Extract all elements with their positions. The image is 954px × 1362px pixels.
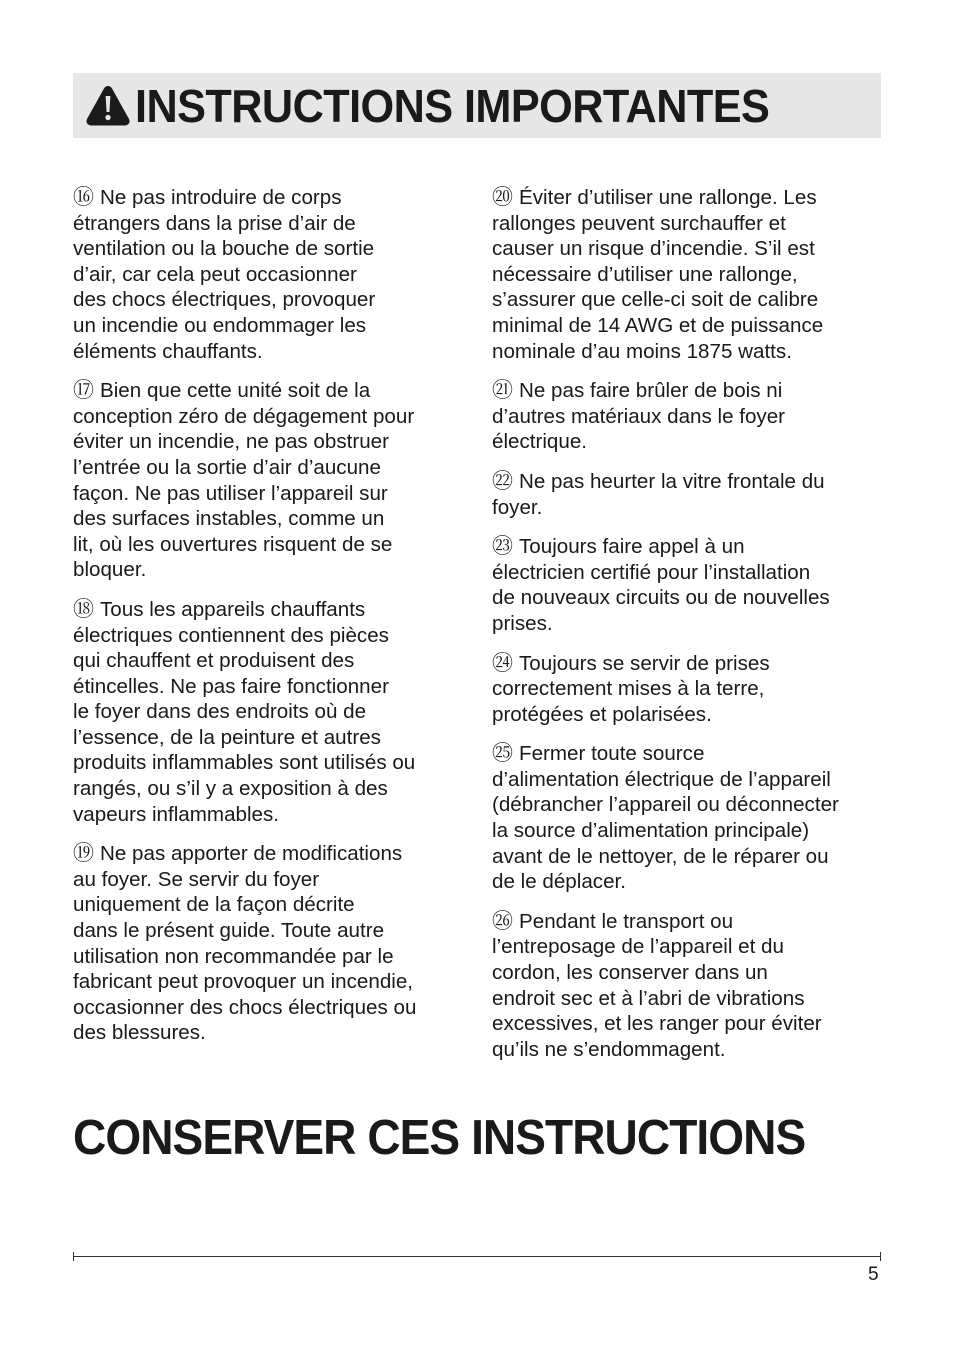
divider-tick-left (73, 1252, 74, 1261)
header-banner (73, 73, 881, 138)
list-item (492, 469, 884, 520)
list-item (73, 841, 463, 1046)
item-number: ⑱ (73, 597, 94, 621)
item-text: Ne pas apporter de modifications au foyer. Se servir du foyer uniquement de la façon décrite dans le présent guide. Toute autre utilisation non recommandée par le fabricant peut provoquer un incendie, occasionner des chocs électriques ou des blessures. (73, 842, 417, 1045)
item-text: Tous les appareils chauffants électriques contiennent des pièces qui chauffent et produisent des étincelles. Ne pas faire fonctionner le foyer dans des endroits où de l’essence, de la peinture et autres produits inflammables sont utilisés ou rangés, ou s’il y a exposition à des vapeurs inflammables. (73, 597, 416, 826)
right-column (492, 185, 884, 1076)
footer-title: CONSERVER CES INSTRUCTIONS (73, 1111, 806, 1165)
list-item (73, 185, 463, 364)
page-number: 5 (868, 1264, 879, 1285)
page-title: INSTRUCTIONS IMPORTANTES (135, 79, 770, 132)
item-text: Éviter d’utiliser une rallonge. Les rallonges peuvent surchauffer et causer un risque d’incendie. S’il est nécessaire d’utiliser une rallonge, s’assurer que celle-ci soit de calibre minimal de 14 AWG et de puissance nominale d’au moins 1875 watts. (492, 186, 824, 363)
item-number: ㉒ (492, 469, 513, 493)
list-item (492, 741, 884, 895)
item-number: ⑯ (73, 186, 94, 209)
item-text: Ne pas faire brûler de bois ni d’autres matériaux dans le foyer électrique. (492, 379, 786, 454)
warning-triangle-icon (83, 81, 133, 131)
item-text: Ne pas introduire de corps étrangers dans la prise d’air de ventilation ou la bouche de sortie d’air, car cela peut occasionner des chocs électriques, provoquer un incendie ou endommager les éléments chauffants. (73, 186, 376, 363)
item-text: Fermer toute source d’alimentation électrique de l’appareil (débrancher l’appareil ou déconnecter la source d’alimentation principale) avant de le nettoyer, de le réparer ou de le déplacer. (492, 742, 839, 894)
footer-divider (73, 1256, 881, 1257)
item-number: ㉔ (492, 651, 513, 675)
left-column (73, 185, 463, 1060)
item-number: ⑳ (492, 186, 513, 209)
list-item (492, 909, 884, 1063)
item-text: Toujours faire appel à un électricien certifié pour l’installation de nouveaux circuits ou de nouvelles prises. (492, 535, 830, 635)
item-text: Ne pas heurter la vitre frontale du foyer. (492, 469, 825, 519)
list-item (492, 651, 884, 728)
item-number: ⑲ (73, 842, 94, 866)
list-item (492, 185, 884, 364)
item-text: Toujours se servir de prises correctement mises à la terre, protégées et polarisées. (492, 651, 770, 726)
list-item (492, 378, 884, 455)
item-text: Pendant le transport ou l’entreposage de l’appareil et du cordon, les conserver dans un endroit sec et à l’abri de vibrations excessives, et les ranger pour éviter qu’ils ne s’endommagent. (492, 909, 822, 1061)
item-number: ㉓ (492, 535, 513, 559)
item-number: ㉑ (492, 379, 513, 403)
list-item (73, 597, 463, 827)
item-number: ㉖ (492, 909, 513, 933)
item-number: ㉕ (492, 742, 513, 766)
item-number: ⑰ (73, 379, 94, 403)
list-item (73, 378, 463, 583)
divider-tick-right (880, 1252, 881, 1261)
item-text: Bien que cette unité soit de la conception zéro de dégagement pour éviter un incendie, ne pas obstruer l’entrée ou la sortie d’air d’aucune façon. Ne pas utiliser l’appareil sur des surfaces instables, comme un lit, où les ouvertures risquent de se bloquer. (73, 379, 415, 582)
list-item (492, 534, 884, 636)
